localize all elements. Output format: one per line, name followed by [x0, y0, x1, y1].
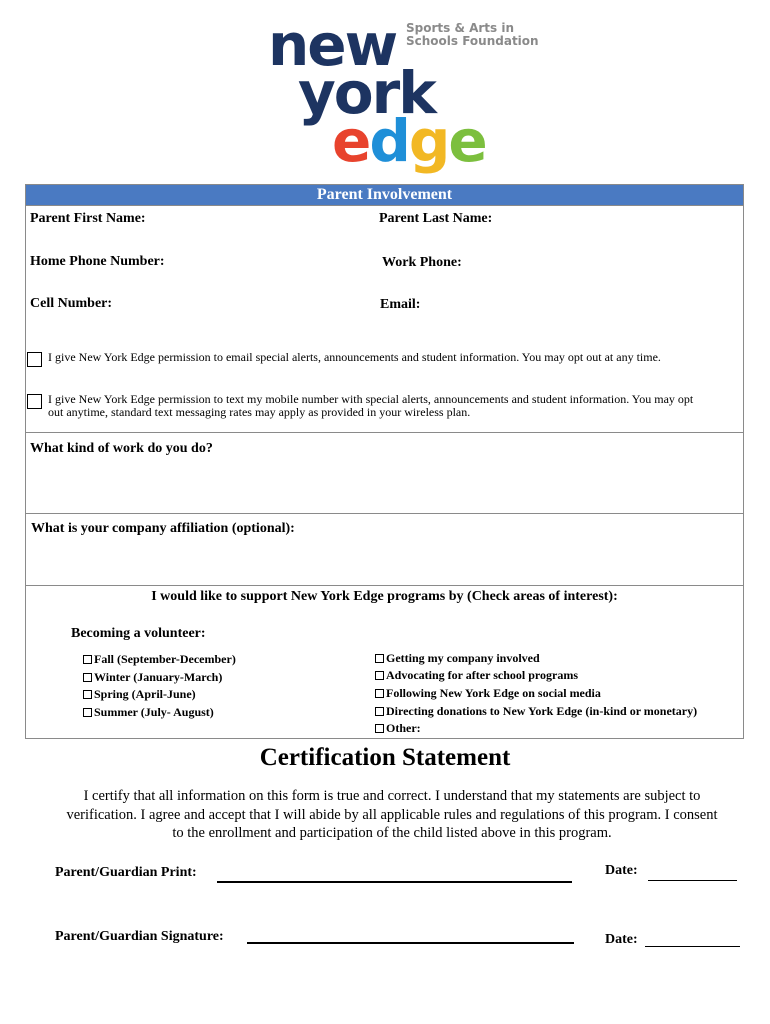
work-question: What kind of work do you do?: [30, 441, 213, 456]
home-phone-label: Home Phone Number:: [30, 254, 165, 269]
support-option[interactable]: [375, 685, 601, 702]
certification-text: I certify that all information on this form is true and correct. I understand that my statements are subject to verification. I agree and accept that I will abide by all applicable rules and regulations of this program. I consent to the enrollment and participation of the child listed above in this program.: [66, 788, 718, 841]
volunteer-title: Becoming a volunteer:: [71, 626, 206, 641]
logo-word-edge: [332, 107, 486, 175]
work-phone-label: Work Phone:: [382, 255, 462, 270]
date-line[interactable]: [648, 880, 737, 881]
certification-title: Certification Statement: [259, 744, 511, 771]
volunteer-option[interactable]: [83, 651, 236, 668]
support-option-label: Other:: [386, 721, 421, 735]
logo-letter-e1: e: [332, 107, 370, 175]
email-label: Email:: [380, 297, 421, 312]
logo-tagline-line2: Schools Foundation: [406, 34, 539, 48]
logo-letter-d: d: [369, 107, 409, 175]
cell-number-label: Cell Number:: [30, 296, 113, 311]
support-title: I would like to support New York Edge programs by (Check areas of interest):: [151, 589, 618, 604]
checkbox[interactable]: [83, 655, 92, 664]
support-option-label: Getting my company involved: [386, 651, 540, 665]
parent-involvement-section: [25, 184, 744, 739]
guardian-signature-label: Parent/Guardian Signature:: [55, 929, 224, 944]
support-option-label: Following New York Edge on social media: [386, 686, 601, 700]
checkbox[interactable]: [375, 689, 384, 698]
support-option[interactable]: [375, 650, 540, 667]
volunteer-option-label: Fall (September-December): [94, 652, 236, 666]
guardian-signature-line[interactable]: [247, 942, 574, 944]
logo-letter-e2: e: [448, 107, 486, 175]
volunteer-option[interactable]: [83, 669, 222, 686]
checkbox[interactable]: [375, 671, 384, 680]
email-permission-checkbox[interactable]: [27, 352, 42, 367]
divider-line: [26, 585, 743, 586]
support-option[interactable]: [375, 703, 697, 720]
logo-tagline-line1: Sports & Arts in: [406, 21, 515, 35]
volunteer-option-label: Summer (July- August): [94, 705, 214, 719]
section-header: Parent Involvement: [26, 185, 743, 206]
logo-tagline: [406, 22, 539, 48]
support-option-label: Directing donations to New York Edge (in-kind or monetary): [386, 704, 698, 718]
guardian-print-label: Parent/Guardian Print:: [55, 865, 197, 880]
parent-first-name-label: Parent First Name:: [30, 211, 146, 226]
volunteer-option-label: Spring (April-June): [94, 687, 196, 701]
email-permission-text: I give New York Edge permission to email special alerts, announcements and student information. You may opt out at any time.: [48, 350, 661, 364]
text-permission-text: I give New York Edge permission to text my mobile number with special alerts, announcements and student information. You may opt out anytime, standard text messaging rates may apply as provided in your wireless plan.: [48, 392, 694, 419]
company-question: What is your company affiliation (optional):: [31, 521, 295, 536]
new-york-edge-logo: [262, 11, 542, 182]
volunteer-option-label: Winter (January-March): [94, 670, 223, 684]
volunteer-option[interactable]: [83, 686, 196, 703]
divider-line: [26, 513, 743, 514]
logo-letter-g: g: [408, 107, 449, 175]
date-label: Date:: [605, 863, 638, 878]
parent-last-name-label: Parent Last Name:: [379, 211, 493, 226]
volunteer-option[interactable]: [83, 704, 214, 721]
checkbox[interactable]: [83, 690, 92, 699]
divider-line: [26, 432, 743, 433]
checkbox[interactable]: [375, 724, 384, 733]
logo-word-york: york: [298, 59, 435, 127]
guardian-print-line[interactable]: [217, 881, 572, 883]
date-label: Date:: [605, 932, 638, 947]
support-option[interactable]: [375, 667, 578, 684]
support-option[interactable]: [375, 720, 421, 737]
checkbox[interactable]: [375, 654, 384, 663]
checkbox[interactable]: [375, 707, 384, 716]
checkbox[interactable]: [83, 708, 92, 717]
support-option-label: Advocating for after school programs: [386, 668, 578, 682]
date-line[interactable]: [645, 946, 740, 947]
logo-word-new: new: [268, 11, 397, 79]
text-permission-checkbox[interactable]: [27, 394, 42, 409]
checkbox[interactable]: [83, 673, 92, 682]
